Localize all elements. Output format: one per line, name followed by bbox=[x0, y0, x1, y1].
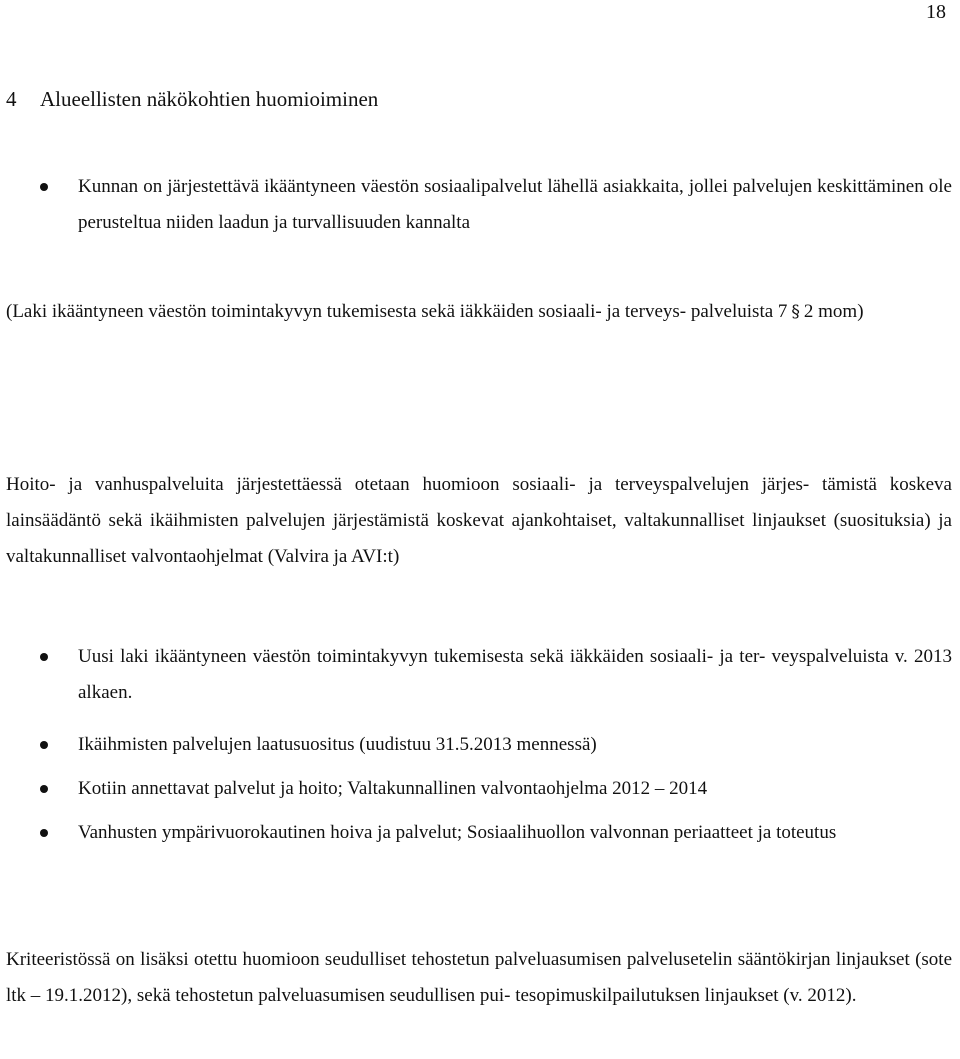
bullet-item-new-law: Uusi laki ikääntyneen väestön toimintakyvyn tukemisesta sekä iäkkäiden sosiaali- ja ter- veyspalveluista v. 2013 alkaen. bbox=[78, 646, 952, 703]
section-number: 4 bbox=[6, 87, 17, 111]
bullet-item-round-the-clock-care: Vanhusten ympärivuorokautinen hoiva ja palvelut; Sosiaalihuollon valvonnan periaatteet ja toteutus bbox=[78, 822, 837, 843]
bullet-icon bbox=[40, 653, 48, 661]
page-number: 18 bbox=[926, 1, 946, 23]
bullet-item-home-services: Kotiin annettavat palvelut ja hoito; Valtakunnallinen valvontaohjelma 2012 – 2014 bbox=[78, 778, 708, 799]
bullet-icon bbox=[40, 183, 48, 191]
bullet-item-quality-recommendation: Ikäihmisten palvelujen laatusuositus (uudistuu 31.5.2013 mennessä) bbox=[78, 734, 597, 755]
bullet-icon bbox=[40, 741, 48, 749]
bullet-icon bbox=[40, 785, 48, 793]
section-title: Alueellisten näkökohtien huomioiminen bbox=[40, 87, 379, 111]
paragraph-criteria: Kriteeristössä on lisäksi otettu huomioon seudulliset tehostetun palveluasumisen palvelusetelin sääntökirjan linjaukset (sote ltk – 19.1.2012), sekä tehostetun palveluasumisen seudullisen pui- tesopimuskilpailutuksen linjaukset (v. 2012). bbox=[6, 949, 952, 1006]
section-sign: § bbox=[791, 302, 800, 322]
section-heading bbox=[6, 86, 378, 112]
citation-text: (Laki ikääntyneen väestön toimintakyvyn tukemisesta sekä iäkkäiden sosiaali- ja terveys- palveluista 7 bbox=[6, 301, 788, 322]
paragraph-legislation: Hoito- ja vanhuspalveluita järjestettäessä otetaan huomioon sosiaali- ja terveyspalvelujen järjes- tämistä koskeva lainsäädäntö sekä ikäihmisten palvelujen järjestämistä koskevat ajankohtaiset, valtakunnalliset linjaukset (suosituksia) ja valtakunnalliset valvontaohjelmat (Valvira ja AVI:t) bbox=[6, 474, 952, 567]
law-citation bbox=[6, 294, 952, 330]
bullet-item-proximity: Kunnan on järjestettävä ikääntyneen väestön sosiaalipalvelut lähellä asiakkaita, jollei palvelujen keskittäminen ole perusteltua niiden laadun ja turvallisuuden kannalta bbox=[78, 176, 952, 233]
bullet-icon bbox=[40, 829, 48, 837]
citation-paragraph: 2 mom) bbox=[803, 301, 864, 322]
